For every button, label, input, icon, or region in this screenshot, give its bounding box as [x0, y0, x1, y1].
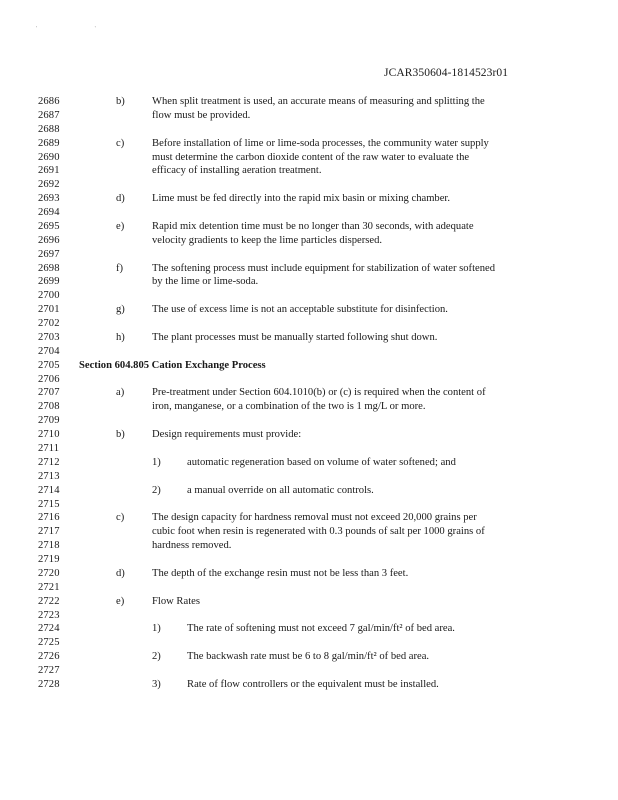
section-heading: Section 604.805 Cation Exchange Process: [79, 359, 266, 371]
subitem-text: Rate of flow controllers or the equivalent must be installed.: [187, 678, 439, 690]
document-line: [0, 345, 618, 359]
item-text: Pre-treatment under Section 604.1010(b) or (c) is required when the content of: [152, 387, 486, 399]
document-line: [0, 553, 618, 567]
subitem-label: 2): [152, 651, 161, 663]
subitem-label: 1): [152, 456, 161, 468]
line-number: 2716: [38, 512, 60, 524]
document-line: [0, 164, 618, 178]
item-text: Flow Rates: [152, 595, 200, 607]
item-text: The design capacity for hardness removal must not exceed 20,000 grains per: [152, 512, 477, 524]
document-line: [0, 664, 618, 678]
item-text: The use of excess lime is not an acceptable substitute for disinfection.: [152, 304, 448, 316]
line-number: 2726: [38, 651, 60, 663]
item-label: c): [116, 512, 125, 524]
subitem-label: 1): [152, 623, 161, 635]
line-number: 2694: [38, 207, 60, 219]
subitem-text: The rate of softening must not exceed 7 gal/min/ft² of bed area.: [187, 623, 455, 635]
document-line: [0, 95, 618, 109]
item-text: Rapid mix detention time must be no longer than 30 seconds, with adequate: [152, 220, 474, 232]
document-line: [0, 678, 618, 692]
line-number: 2727: [38, 665, 60, 677]
document-line: [0, 386, 618, 400]
line-number: 2701: [38, 304, 60, 316]
line-number: 2686: [38, 96, 60, 107]
document-line: [0, 289, 618, 303]
document-line: [0, 151, 618, 165]
line-number: 2713: [38, 470, 60, 482]
document-line: [0, 373, 618, 387]
line-number: 2721: [38, 581, 60, 593]
line-number: 2689: [38, 137, 60, 149]
item-label: d): [116, 193, 125, 205]
document-line: [0, 234, 618, 248]
document-line: [0, 331, 618, 345]
item-text: hardness removed.: [152, 540, 232, 552]
line-number: 2718: [38, 540, 60, 552]
line-number: 2710: [38, 429, 60, 441]
document-line: [0, 498, 618, 512]
line-number: 2708: [38, 401, 60, 413]
item-text: efficacy of installing aeration treatment.: [152, 165, 322, 177]
item-text: The softening process must include equipment for stabilization of water softened: [152, 262, 496, 274]
document-line: [0, 359, 618, 373]
document-line: [0, 248, 618, 262]
line-number: 2711: [38, 443, 60, 454]
document-line: [0, 137, 618, 151]
scan-specks: ' ': [36, 26, 124, 32]
line-number: 2728: [38, 678, 60, 690]
document-line: [0, 428, 618, 442]
document-line: [0, 539, 618, 553]
line-number: 2717: [38, 526, 60, 538]
line-number: 2709: [38, 415, 60, 427]
line-number: 2690: [38, 151, 60, 163]
line-number: 2693: [38, 193, 60, 205]
item-text: by the lime or lime-soda.: [152, 276, 259, 288]
document-code: JCAR350604-1814523r01: [384, 67, 509, 79]
line-number: 2715: [38, 498, 60, 510]
document-line: [0, 511, 618, 525]
item-label: a): [116, 387, 125, 399]
item-label: b): [116, 429, 125, 441]
item-text: iron, manganese, or a combination of the two is 1 mg/L or more.: [152, 401, 426, 413]
line-number: 2687: [38, 109, 60, 121]
document-line: [0, 470, 618, 484]
item-text: Before installation of lime or lime-soda processes, the community water supply: [152, 137, 489, 149]
line-number: 2699: [38, 276, 60, 288]
document-line: [0, 414, 618, 428]
line-number: 2698: [38, 262, 60, 274]
line-number: 2723: [38, 609, 60, 621]
subitem-text: a manual override on all automatic controls.: [187, 484, 374, 496]
line-number: 2696: [38, 234, 60, 246]
item-text: The plant processes must be manually started following shut down.: [152, 331, 438, 343]
line-number: 2725: [38, 637, 60, 649]
document-line: [0, 484, 618, 498]
item-text: The depth of the exchange resin must not be less than 3 feet.: [152, 567, 409, 579]
document-line: [0, 636, 618, 650]
document-line: [0, 567, 618, 581]
document-line: [0, 109, 618, 123]
item-text: Lime must be fed directly into the rapid mix basin or mixing chamber.: [152, 193, 451, 205]
line-number: 2700: [38, 290, 60, 302]
item-label: e): [116, 220, 125, 232]
line-number: 2705: [38, 359, 60, 371]
document-line: [0, 317, 618, 331]
line-number: 2722: [38, 595, 60, 607]
line-number: 2704: [38, 345, 60, 357]
document-line: [0, 192, 618, 206]
item-label: f): [116, 262, 124, 274]
item-label: b): [116, 96, 125, 107]
item-text: When split treatment is used, an accurate means of measuring and splitting the: [152, 96, 485, 107]
line-number: 2688: [38, 123, 60, 135]
document-line: [0, 178, 618, 192]
item-text: cubic foot when resin is regenerated with 0.3 pounds of salt per 1000 grains of: [152, 526, 485, 538]
item-label: c): [116, 137, 125, 149]
line-number: 2712: [38, 456, 60, 468]
document-line: [0, 525, 618, 539]
item-label: e): [116, 595, 125, 607]
item-label: h): [116, 331, 125, 343]
item-text: must determine the carbon dioxide content of the raw water to evaluate the: [152, 151, 470, 163]
line-number: 2691: [38, 165, 60, 177]
subitem-label: 2): [152, 484, 161, 496]
document-line: [0, 123, 618, 137]
line-number: 2719: [38, 554, 60, 566]
subitem-text: automatic regeneration based on volume of water softened; and: [187, 456, 456, 468]
line-number: 2720: [38, 567, 60, 579]
line-number: 2695: [38, 220, 60, 232]
line-number: 2707: [38, 387, 60, 399]
document-line: [0, 400, 618, 414]
line-number: 2697: [38, 248, 60, 260]
line-number: 2703: [38, 331, 60, 343]
subitem-label: 3): [152, 678, 161, 690]
line-number: 2724: [38, 623, 60, 635]
line-number: 2702: [38, 318, 60, 330]
item-label: d): [116, 567, 125, 579]
line-number: 2692: [38, 179, 60, 191]
document-line: [0, 456, 618, 470]
document-line: [0, 303, 618, 317]
document-line: [0, 650, 618, 664]
item-label: g): [116, 304, 125, 316]
document-line: [0, 595, 618, 609]
document-line: [0, 622, 618, 636]
document-line: [0, 262, 618, 276]
item-text: velocity gradients to keep the lime particles dispersed.: [152, 234, 383, 246]
document-line: [0, 220, 618, 234]
document-line: [0, 275, 618, 289]
line-number: 2706: [38, 373, 60, 385]
line-number: 2714: [38, 484, 60, 496]
item-text: flow must be provided.: [152, 109, 251, 121]
document-line: [0, 581, 618, 595]
item-text: Design requirements must provide:: [152, 429, 302, 441]
document-line: [0, 206, 618, 220]
subitem-text: The backwash rate must be 6 to 8 gal/min/ft² of bed area.: [187, 651, 430, 663]
document-line: [0, 442, 618, 456]
document-line: [0, 609, 618, 623]
